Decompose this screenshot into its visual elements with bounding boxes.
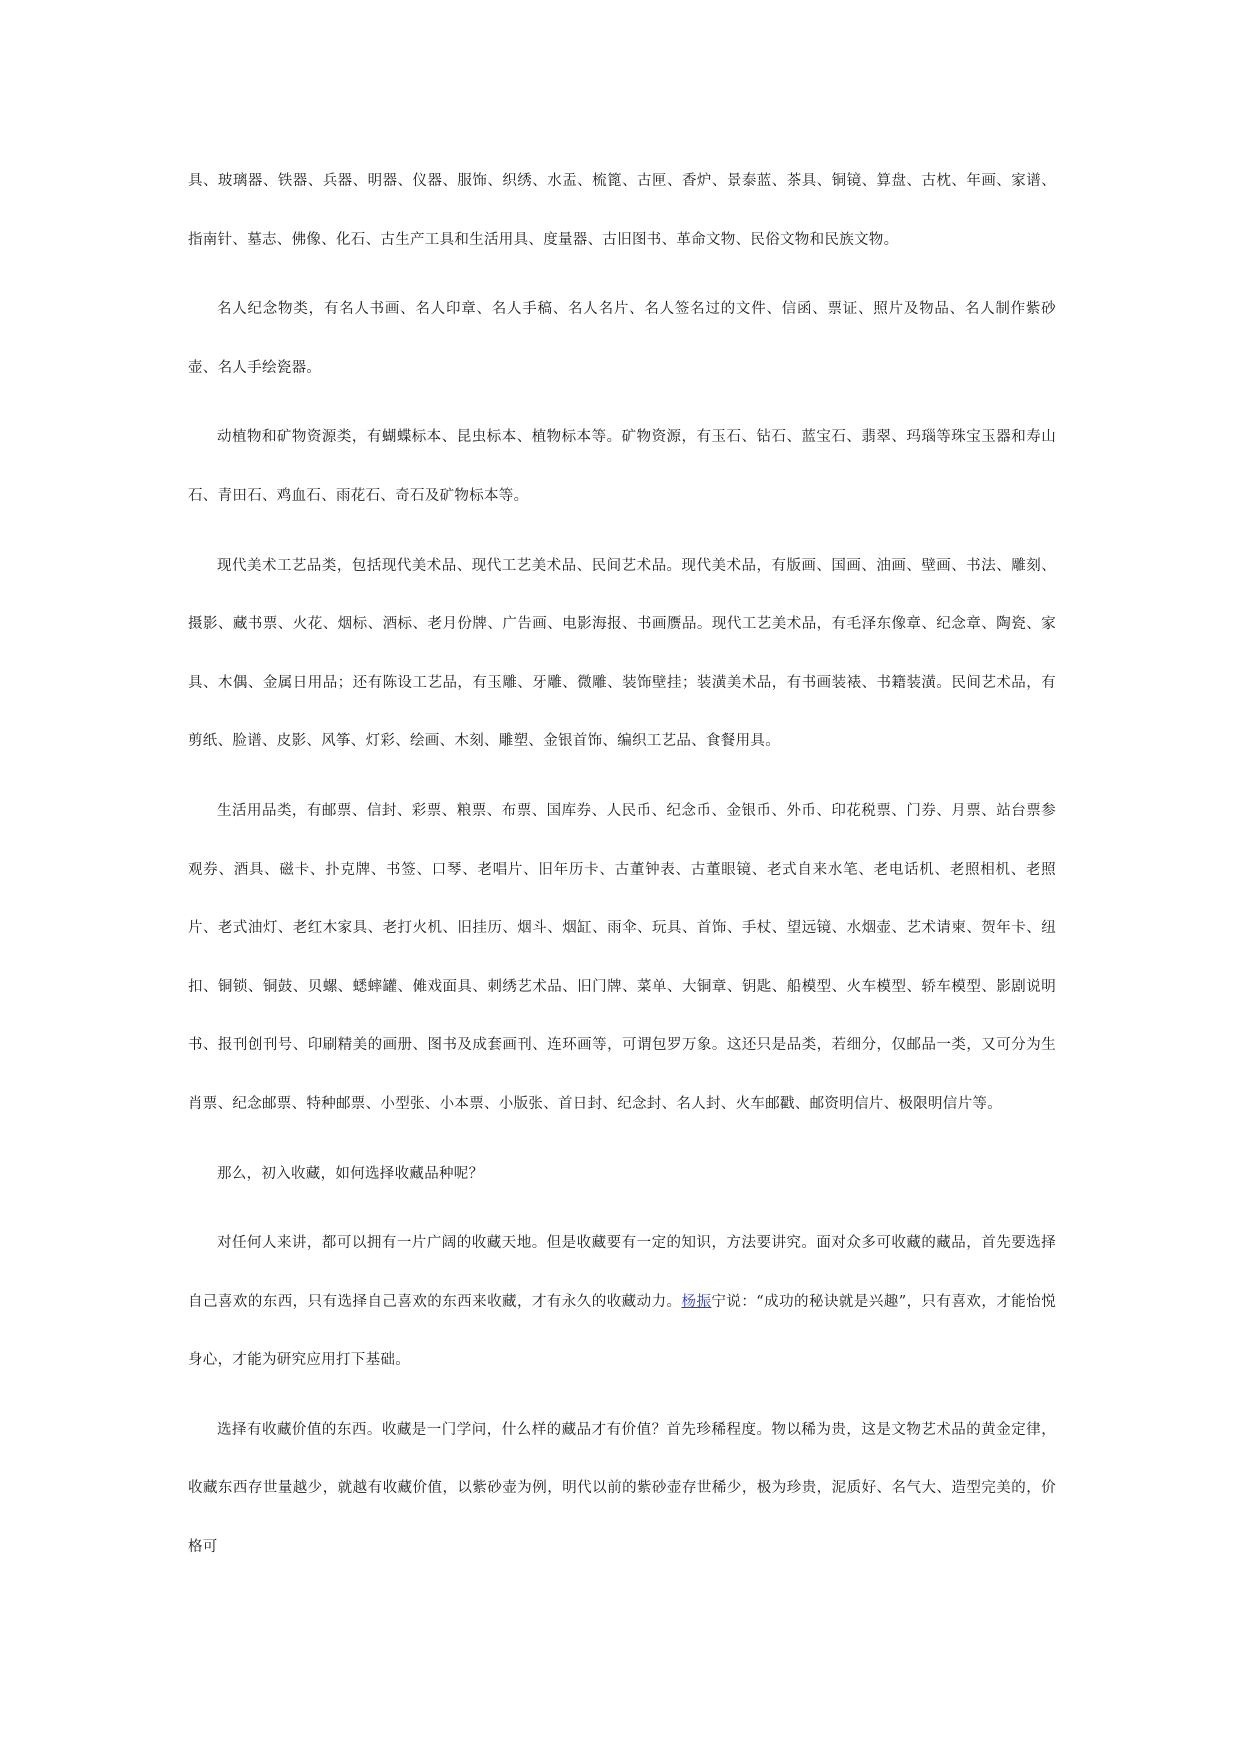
paragraph-modern-arts-crafts: 现代美术工艺品类，包括现代美术品、现代工艺美术品、民间艺术品。现代美术品，有版画、国画、油画、壁画、书法、雕刻、摄影、藏书票、火花、烟标、酒标、老月份牌、广告画、电影海报、书画赝品。现代工艺美术品，有毛泽东像章、纪念章、陶瓷、家具、木偶、金属日用品；还有陈设工艺品，有玉雕、牙雕、微雕、装饰壁挂；装潢美术品，有书画装裱、书籍装潢。民间艺术品，有剪纸、脸谱、皮影、风筝、灯彩、绘画、木刻、雕塑、金银首饰、编织工艺品、食餐用具。 bbox=[188, 557, 1056, 750]
paragraph-celebrity-memorabilia: 名人纪念物类，有名人书画、名人印章、名人手稿、名人名片、名人签名过的文件、信函、票证、照片及物品、名人制作紫砂壶、名人手绘瓷器。 bbox=[188, 301, 1056, 376]
paragraph-text-before-link: 对任何人来讲，都可以拥有一片广阔的收藏天地。但是收藏要有一定的知识，方法要讲究。面对众多可收藏的藏品，首先要选择自己喜欢的东西，只有选择自己喜欢的东西来收藏，才有永久的收藏动力。 bbox=[188, 1235, 1056, 1310]
paragraph-daily-articles: 生活用品类，有邮票、信封、彩票、粮票、布票、国库券、人民币、纪念币、金银币、外币、印花税票、门券、月票、站台票参观券、酒具、磁卡、扑克牌、书签、口琴、老唱片、旧年历卡、古董钟表、古董眼镜、老式自来水笔、老电话机、老照相机、老照片、老式油灯、老红木家具、老打火机、旧挂历、烟斗、烟缸、雨伞、玩具、首饰、手杖、望远镜、水烟壶、艺术请柬、贺年卡、纽扣、铜锁、铜鼓、贝螺、蟋蟀罐、傩戏面具、刺绣艺术品、旧门牌、菜单、大铜章、钥匙、船模型、火车模型、轿车模型、影剧说明书、报刊创刊号、印刷精美的画册、图书及成套画刊、连环画等，可谓包罗万象。这还只是品类，若细分，仅邮品一类，又可分为生肖票、纪念邮票、特种邮票、小型张、小本票、小版张、首日封、纪念封、名人封、火车邮戳、邮资明信片、极限明信片等。 bbox=[188, 802, 1056, 1112]
paragraph-flora-fauna-minerals: 动植物和矿物资源类，有蝴蝶标本、昆虫标本、植物标本等。矿物资源，有玉石、钻石、蓝宝石、翡翠、玛瑙等珠宝玉器和寿山石、青田石、鸡血石、雨花石、奇石及矿物标本等。 bbox=[188, 429, 1056, 504]
paragraph-question: 那么，初入收藏，如何选择收藏品种呢？ bbox=[217, 1165, 484, 1182]
person-name-link[interactable]: 杨振 bbox=[681, 1293, 712, 1310]
paragraph-collection-value: 选择有收藏价值的东西。收藏是一门学问，什么样的藏品才有价值？首先珍稀程度。物以稀为贵，这是文物艺术品的黄金定律，收藏东西存世量越少，就越有收藏价值，以紫砂壶为例，明代以前的紫砂壶存世稀少，极为珍贵，泥质好、名气大、造型完美的，价格可 bbox=[188, 1421, 1056, 1556]
document-body bbox=[188, 152, 1056, 1577]
paragraph-text-after-link: 宁说：“成功的秘诀就是兴趣”，只有喜欢，才能怡悦身心，才能为研究应用打下基础。 bbox=[188, 1293, 1056, 1369]
paragraph-antiques-continued: 具、玻璃器、铁器、兵器、明器、仪器、服饰、织绣、水盂、梳篦、古匣、香炉、景泰蓝、茶具、铜镜、算盘、古枕、年画、家谱、指南针、墓志、佛像、化石、古生产工具和生活用具、度量器、古旧图书、革命文物、民俗文物和民族文物。 bbox=[188, 173, 1056, 248]
paragraph-choose-what-you-like bbox=[188, 1214, 1056, 1390]
